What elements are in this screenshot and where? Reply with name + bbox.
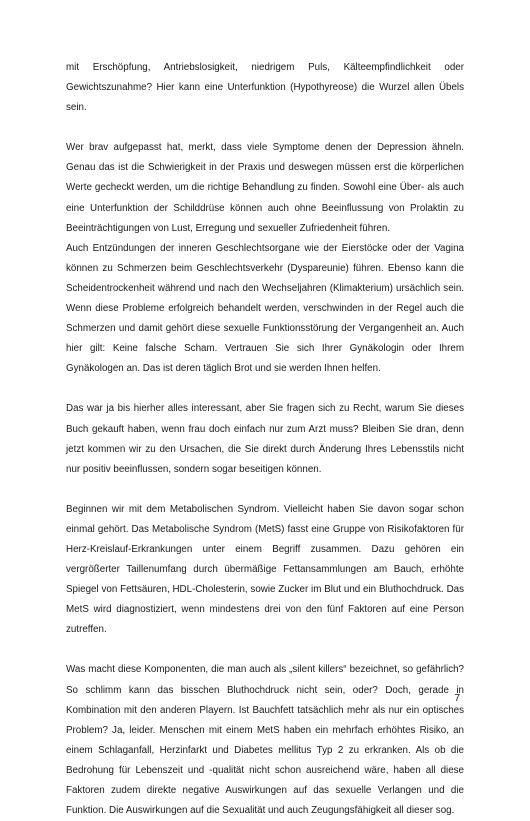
paragraph-depression: Wer brav aufgepasst hat, merkt, dass viele Symptome denen der Depression ähneln. Genau das ist die Schwierigkeit in der Praxis und deswegen müssen erst die körperlichen Werte gecheckt werden, um die richtige Behandlung zu finden. Sowohl eine Über- als auch eine Unterfunktion der Schilddrüse können auch ohne Beeinflussung von Prolaktin zu Beeinträchtigungen von Lust, Erregung und sexueller Zufriedenheit führen. bbox=[66, 142, 464, 234]
paragraph-hypothyreose: mit Erschöpfung, Antriebslosigkeit, niedrigem Puls, Kälteempfindlichkeit oder Gewichtszunahme? Hier kann eine Unterfunktion (Hypothyreose) die Wurzel allen Übels sein. bbox=[66, 62, 464, 114]
paragraph-entzuendungen: Auch Entzündungen der inneren Geschlechtsorgane wie der Eierstöcke oder der Vagina können zu Schmerzen beim Geschlechtsverkehr (Dyspareunie) führen. Ebenso kann die Scheidentrockenheit während und nach den Wechseljahren (Klimakterium) ursächlich sein. Wenn diese Probleme erfolgreich behandelt werden, verschwinden in der Regel auch die Schmerzen und damit gehört diese sexuelle Funktionsstörung der Vergangenheit an. Auch hier gilt: Keine falsche Scham. Vertrauen Sie sich Ihrer Gynäkologin oder Ihrem Gynäkologen an. Das ist deren täglich Brot und sie werden Ihnen helfen. bbox=[66, 242, 464, 375]
page-number: 7 bbox=[454, 693, 460, 704]
paragraph-metabolisches-syndrom: Beginnen wir mit dem Metabolischen Syndrom. Vielleicht haben Sie davon sogar schon einmal gehört. Das Metabolische Syndrom (MetS) fasst eine Gruppe von Risikofaktoren für Herz-Kreislauf-Erkrankungen unter einem Begriff zusammen. Dazu gehören ein vergrößerter Taillenumfang durch übermäßige Fettansammlungen am Bauch, erhöhte Spiegel von Fettsäuren, HDL-Cholesterin, sowie Zucker im Blut und ein Bluthochdruck. Das MetS wird diagnostiziert, wenn mindestens drei von den fünf Faktoren auf eine Person zutreffen. bbox=[66, 503, 464, 636]
paragraph-silent-killers: Was macht diese Komponenten, die man auch als „silent killers“ bezeichnet, so gefährlich? So schlimm kann das bisschen Bluthochdruck nicht sein, oder? Doch, gerade in Kombination mit den anderen Playern. Ist Bauchfett tatsächlich mehr als nur ein optisches Problem? Ja, leider. Menschen mit einem MetS haben ein mehrfach erhöhtes Risiko, an einem Schlaganfall, Herzinfarkt und Diabetes mellitus Typ 2 zu erkranken. Als ob die Bedrohung für Lebenszeit und -qualität nicht schon ausreichend wäre, haben all diese Faktoren zudem direkte negative Auswirkungen auf das sexuelle Verlangen und die Funktion. Die Auswirkungen auf die Sexualität und auch Zeugungsfähigkeit all dieser sog. bbox=[66, 664, 464, 817]
paragraph-buch: Das war ja bis hierher alles interessant, aber Sie fragen sich zu Recht, warum Sie dieses Buch gekauft haben, wenn frau doch einfach nur zum Arzt muss? Bleiben Sie dran, denn jetzt kommen wir zu den Ursachen, die Sie direkt durch Änderung Ihres Lebensstils nicht nur positiv beeinflussen, sondern sogar beseitigen können. bbox=[66, 403, 464, 475]
